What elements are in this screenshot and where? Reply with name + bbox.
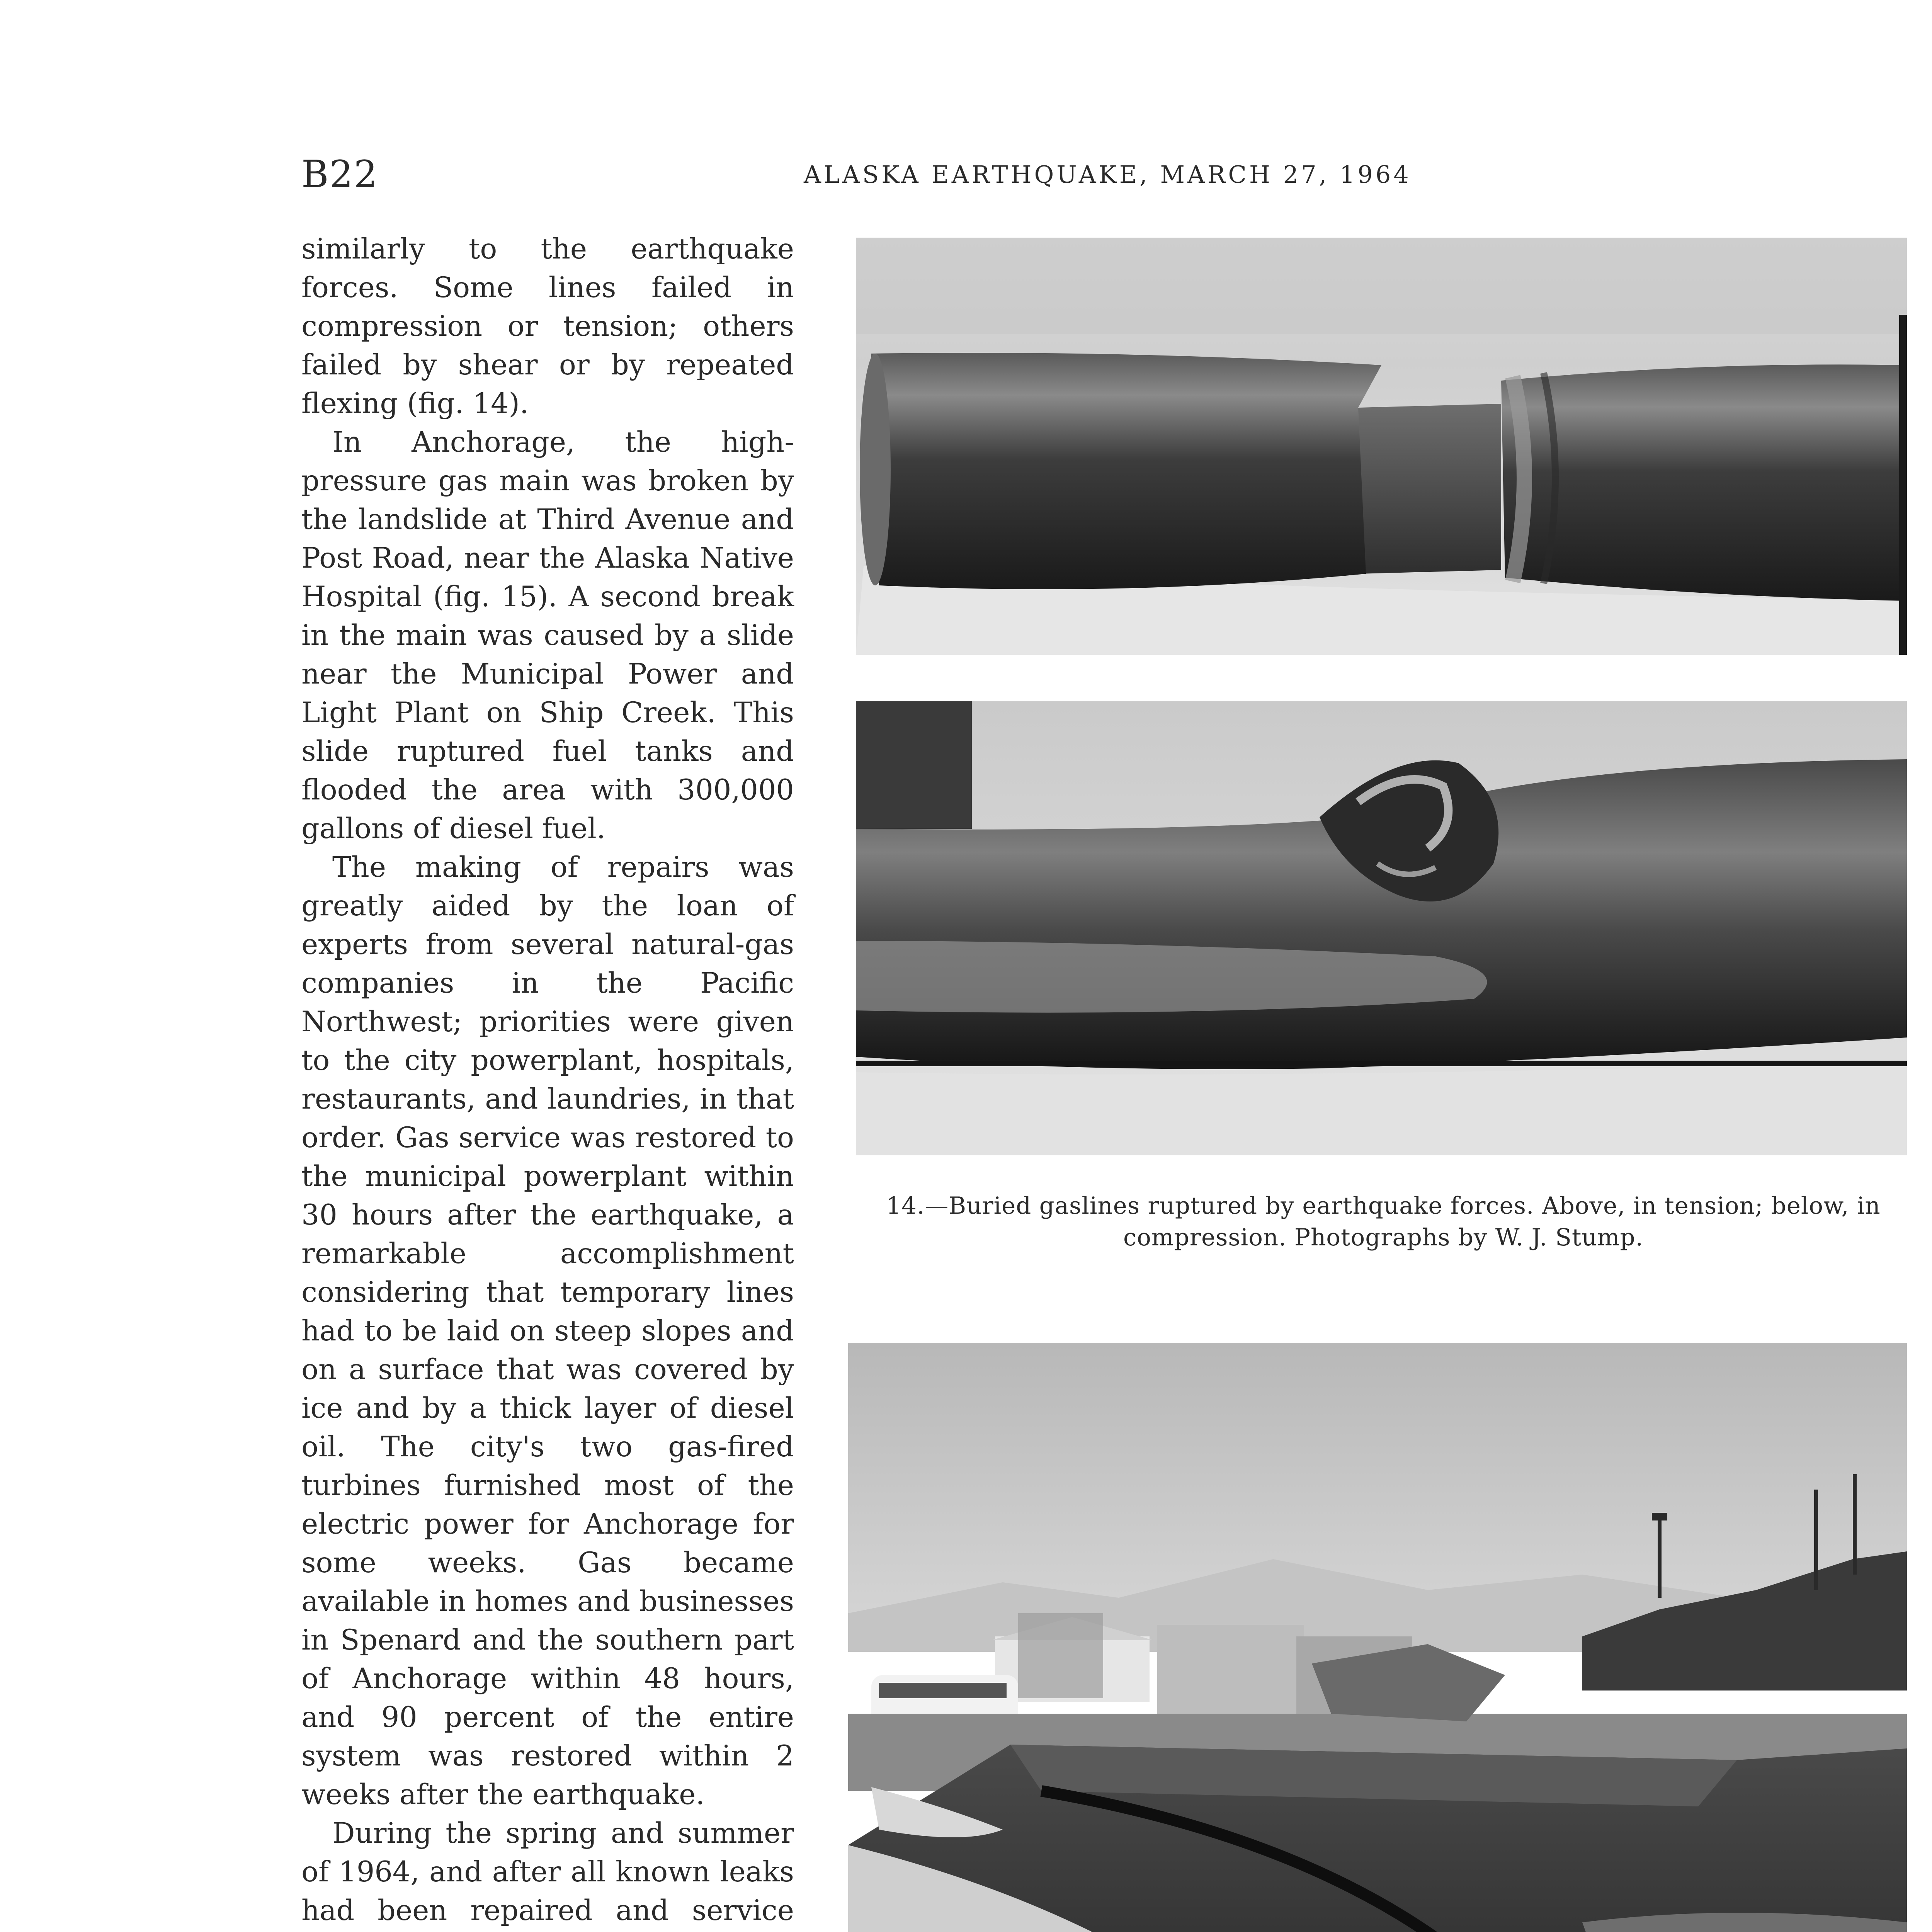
body-text-column [301,230,794,1932]
running-title: ALASKA EARTHQUAKE, MARCH 27, 1964 [804,160,1412,189]
figure-14-caption: 14.—Buried gaslines ruptured by earthquake forces. Above, in tension; below, in compression. Photographs by W. J. Stump. [886,1192,1881,1251]
paragraph-4: During the spring and summer of 1964, and after all known leaks had been repaired and service [301,1817,794,1927]
figure-14-photo-compression [856,701,1907,1155]
figure-14-photo-tension [856,238,1907,655]
figure-15-photo-landslide [848,1343,1907,1932]
page-number: B22 [301,153,378,196]
paragraph-3: The making of repairs was greatly aided by the loan of experts from several natural-gas companies in the Pacific Northwest; priorities were given to the city powerplant, hospitals, restaurants, and laundries, in that order. Gas service was restored to the municipal powerplant within 30 hours after the earthquake, a remarkable accomplishment considering that temporary lines had to be laid on steep slopes and on a surface that was covered by ice and by a thick layer of diesel oil. The city's two gas-fired turbines furnished most of the electric power for Anchorage for some weeks. Gas became available in homes and businesses in Spenard and the southern part of Anchorage within 48 hours, and 90 percent of the entire system was restored within 2 weeks after the earthquake. [301,851,794,1811]
paragraph-2: In Anchorage, the high-pressure gas main was broken by the landslide at Third Avenue and Post Road, near the Alaska Native Hospital (fig. 15). A second break in the main was caused by a slide near the Municipal Power and Light Plant on Ship Creek. This slide ruptured fuel tanks and flooded the area with 300,000 gallons of diesel fuel. [301,426,794,845]
paragraph-1: similarly to the earthquake forces. Some lines failed in compression or tension; others failed by shear or by repeated flexing (fig. 14). [301,233,794,420]
